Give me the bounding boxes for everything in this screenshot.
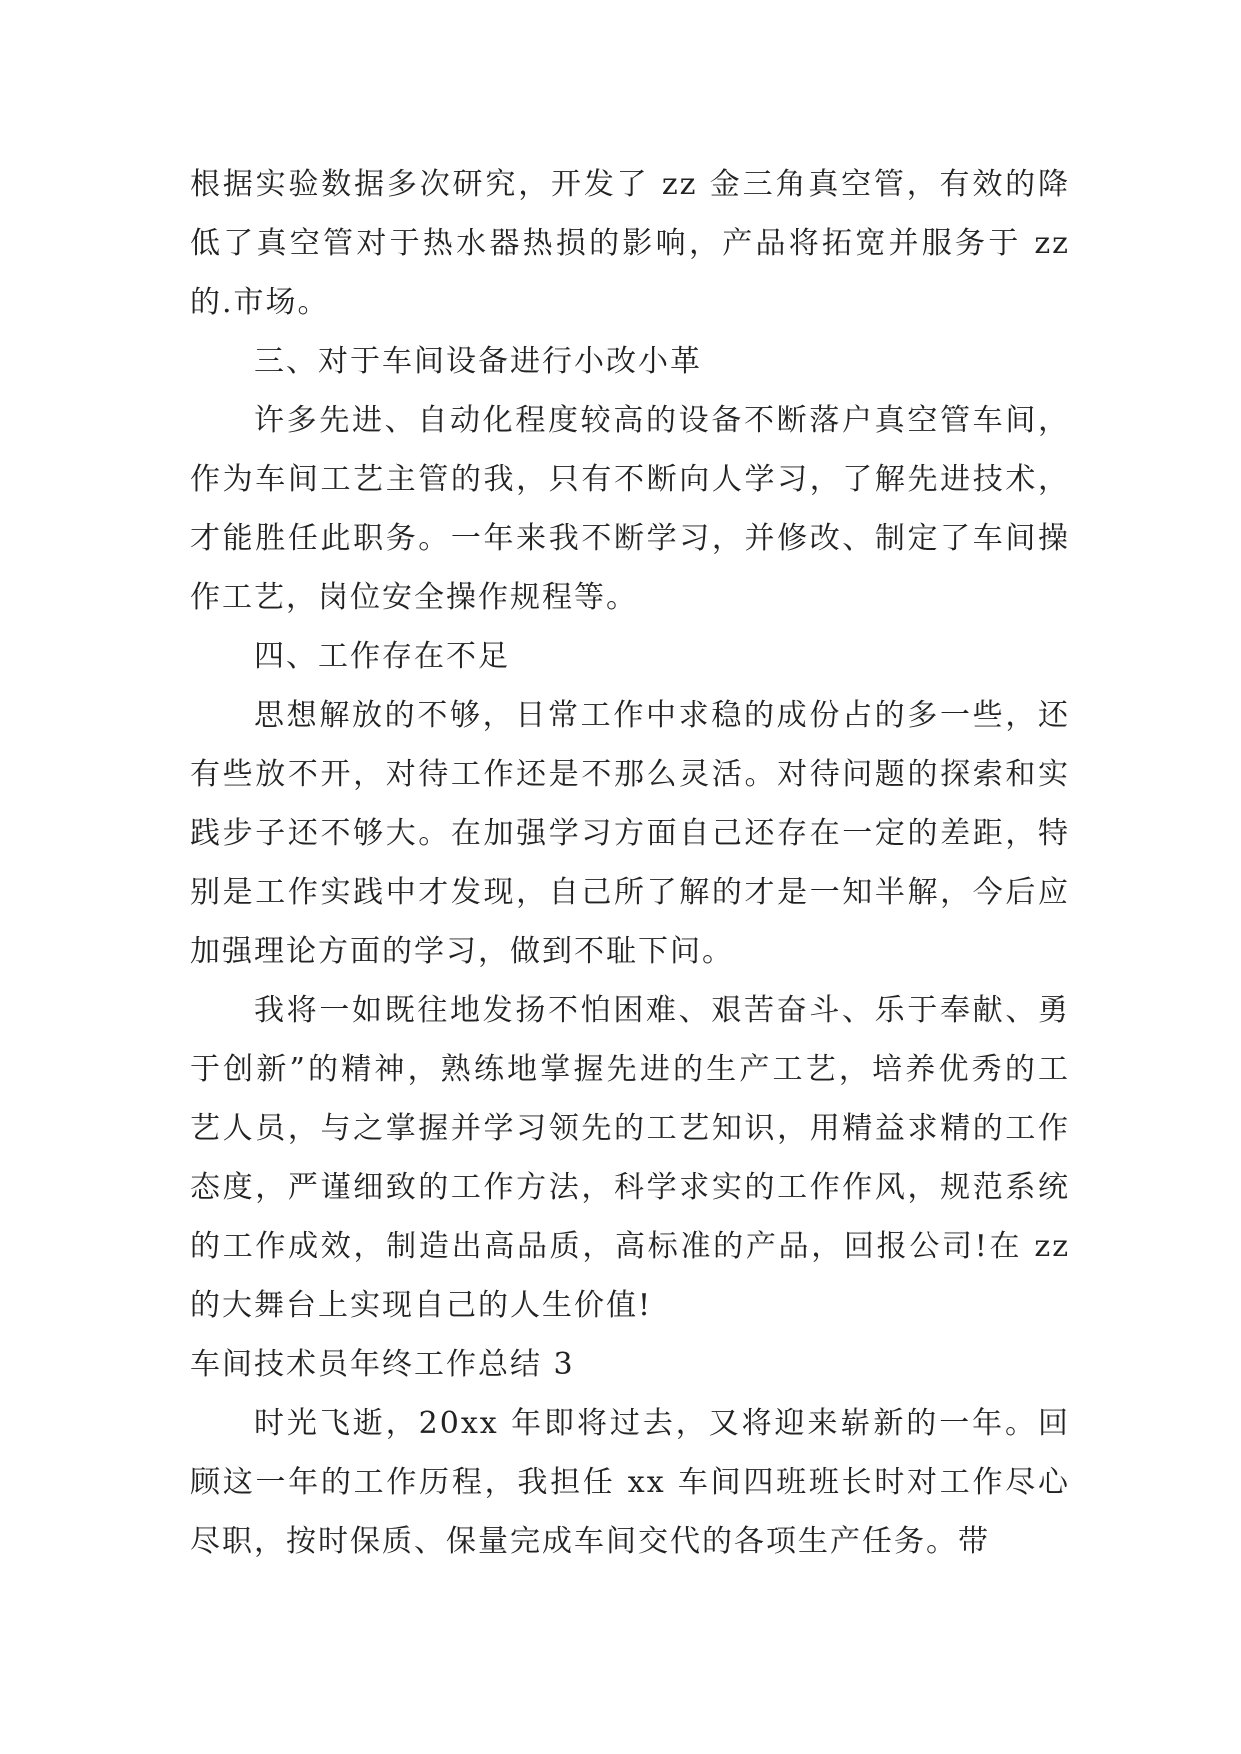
paragraph-2: 许多先进、自动化程度较高的设备不断落户真空管车间，作为车间工艺主管的我，只有不断向人学习，了解先进技术，才能胜任此职务。一年来我不断学习，并修改、制定了车间操作工艺，岗位安全操作规程等。	[190, 403, 1070, 615]
section-title: 车间技术员年终工作总结 3	[190, 1347, 575, 1382]
paragraph-4: 我将一如既往地发扬不怕困难、艰苦奋斗、乐于奉献、勇于创新”的精神，熟练地掌握先进的生产工艺，培养优秀的工艺人员，与之掌握并学习领先的工艺知识，用精益求精的工作态度，严谨细致的工作方法，科学求实的工作作风，规范系统的工作成效，制造出高品质，高标准的产品，回报公司!在 zz 的大舞台上实现自己的人生价值!	[190, 993, 1070, 1323]
document-body	[190, 155, 1070, 1571]
paragraph-5: 时光飞逝，20xx 年即将过去，又将迎来崭新的一年。回顾这一年的工作历程，我担任 xx 车间四班班长时对工作尽心尽职，按时保质、保量完成车间交代的各项生产任务。带	[190, 1406, 1070, 1559]
heading-three: 三、对于车间设备进行小改小革	[254, 344, 702, 379]
paragraph-1: 根据实验数据多次研究，开发了 zz 金三角真空管，有效的降低了真空管对于热水器热损的影响，产品将拓宽并服务于 zz 的.市场。	[190, 167, 1070, 320]
heading-four: 四、工作存在不足	[254, 639, 510, 674]
paragraph-3: 思想解放的不够，日常工作中求稳的成份占的多一些，还有些放不开，对待工作还是不那么灵活。对待问题的探索和实践步子还不够大。在加强学习方面自己还存在一定的差距，特别是工作实践中才发现，自己所了解的才是一知半解，今后应加强理论方面的学习，做到不耻下问。	[190, 698, 1070, 969]
